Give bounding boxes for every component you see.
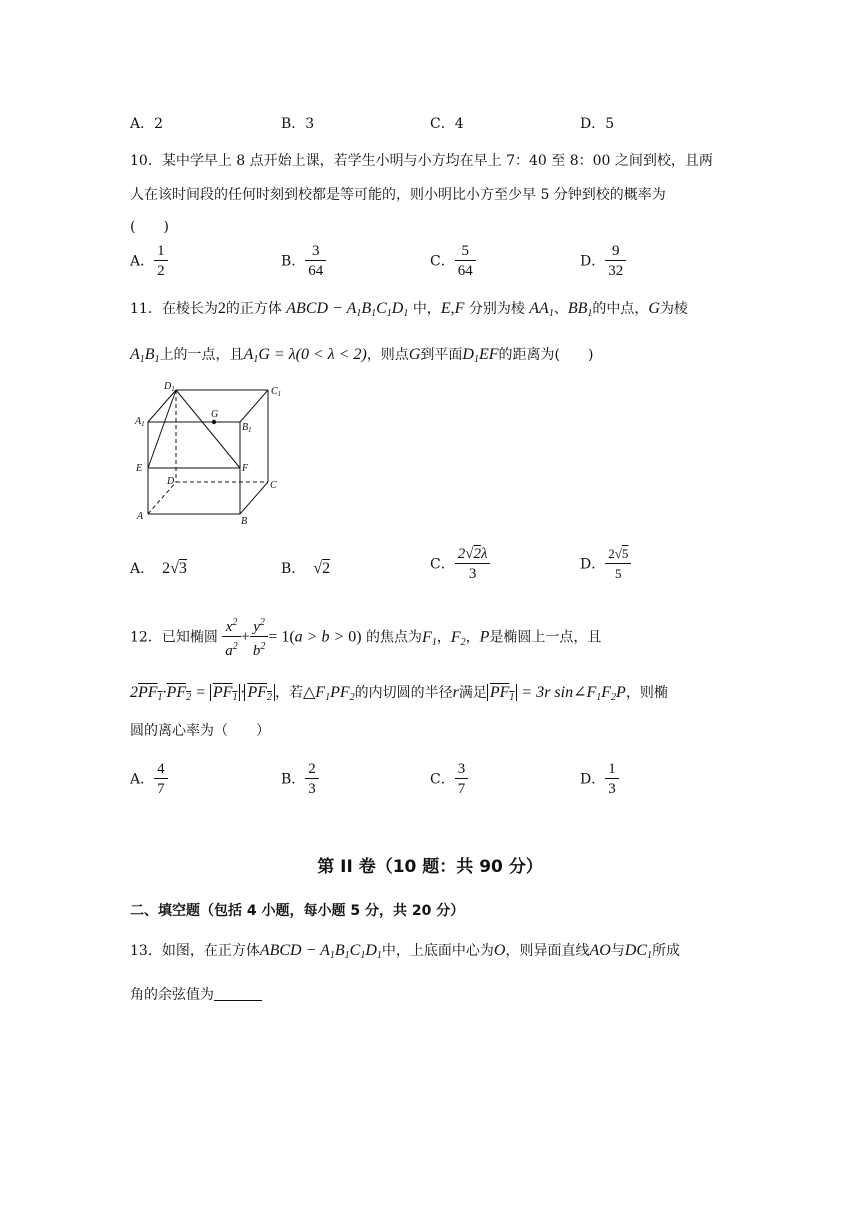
option-letter: A． — [130, 253, 155, 270]
q12-line-2 — [130, 682, 668, 703]
option-letter: B． — [281, 771, 306, 788]
text: ，则点 — [366, 347, 409, 363]
math-f2: $F_2$ — [450, 628, 466, 648]
fraction — [455, 545, 491, 584]
math-p: P — [479, 628, 490, 646]
section-subtitle: 二、填空题（包括 4 小题，每小题 5 分，共 20 分） — [130, 903, 465, 919]
label-g: G — [211, 409, 219, 420]
option-letter: A． — [130, 116, 155, 132]
text: 所成 — [652, 943, 681, 959]
option-letter: D． — [580, 116, 606, 132]
denominator: 7 — [457, 781, 466, 797]
math-g: G — [648, 300, 660, 317]
text: 是椭圆上一点，且 — [489, 629, 602, 646]
text: 13．如图，在正方体 — [130, 943, 260, 959]
q9-option-a — [130, 113, 163, 133]
option-text: 5 — [605, 116, 615, 132]
text: 满足 — [458, 685, 487, 701]
text: 的中点， — [592, 301, 649, 317]
option-letter: C． — [430, 116, 455, 132]
math: F — [454, 300, 465, 317]
denominator: 7 — [157, 781, 165, 797]
denominator: 2 — [157, 263, 165, 279]
fraction — [605, 545, 631, 584]
q12-option-c — [430, 760, 468, 799]
q12-option-b — [281, 760, 319, 799]
option-letter: A． — [130, 771, 155, 788]
option-letter: B． — [281, 116, 306, 132]
math-o: O — [493, 942, 506, 959]
fraction — [154, 760, 168, 799]
label-d1: $D_1$ — [164, 381, 175, 393]
q11-line-1: 11．在棱长为2的正方体 ABCD − $A_1B_1C_1D_1$ 中，E,F 分别为棱 $AA_1$、$BB_1$的中点，G为棱 — [130, 300, 688, 319]
denominator: 64 — [457, 263, 473, 279]
denominator: 64 — [308, 263, 324, 279]
option-math: 2√3 — [162, 560, 187, 577]
fraction — [305, 760, 319, 799]
q11-option-d — [580, 545, 631, 584]
numerator: 2√5 — [605, 545, 631, 564]
text: 、 — [553, 301, 568, 317]
denominator: 3 — [468, 566, 477, 582]
text: ，则椭 — [625, 685, 668, 701]
option-letter: A． — [130, 561, 155, 577]
option-math: √2 — [313, 560, 331, 577]
option-letter: B． — [281, 561, 306, 577]
text: 角的余弦值为 — [130, 987, 214, 1003]
math-triangle: $\triangle F_1PF_2$ — [302, 684, 355, 703]
label-c1: $C_1$ — [271, 386, 282, 398]
fraction-y2b2: $\frac{y^2}{b^2}$ — [250, 614, 269, 661]
numerator: 9 — [605, 242, 626, 261]
fraction — [455, 760, 469, 799]
text: 到平面 — [420, 347, 463, 363]
math-g: G — [408, 346, 421, 363]
option-letter: D． — [580, 253, 606, 270]
q12-option-a — [130, 760, 168, 799]
option-text: 4 — [454, 116, 464, 132]
option-letter: C． — [430, 771, 455, 788]
q10-option-c — [430, 242, 476, 281]
math-f1: $F_1$ — [422, 628, 437, 648]
text: 11．在棱长为 — [130, 301, 218, 317]
math-vector-eq: $2PF_1\cdot PF_2 = PF_1 \cdot PF_2$ — [130, 684, 275, 701]
fraction — [605, 760, 619, 799]
math-a1b1: $A_1B_1$ — [130, 346, 160, 365]
fraction — [305, 242, 326, 281]
label-a1: $A_1$ — [135, 416, 145, 428]
math-aa1: $AA_1$ — [529, 300, 554, 319]
math-bb1: $BB_1$ — [567, 300, 593, 319]
q11-line-2 — [130, 344, 593, 365]
text: 中，上底面中心为 — [381, 943, 494, 959]
option-letter: D． — [580, 556, 606, 573]
section-title: 第 II 卷（10 题：共 90 分） — [317, 857, 543, 877]
numerator: 2√2λ — [455, 545, 491, 564]
text: 的焦点为 — [366, 629, 423, 646]
text: 的内切圆的半径 — [354, 685, 453, 701]
q9-option-b — [281, 113, 314, 133]
numerator: 3 — [305, 242, 326, 261]
text: 为棱 — [659, 301, 688, 317]
text: 与 — [610, 943, 625, 959]
math-condition: $PF_1 = 3r$ $\sin\angle F_1F_2P$ — [487, 684, 626, 701]
q9-option-d — [580, 113, 614, 133]
label-b1: $B_1$ — [242, 422, 252, 434]
math-cube-name: ABCD − $A_1B_1C_1D_1$ — [259, 942, 382, 961]
numerator: 2 — [305, 760, 319, 779]
math-ef: E — [440, 300, 451, 317]
numerator: 3 — [455, 760, 469, 779]
label-e: E — [136, 463, 143, 474]
label-a: A — [137, 511, 144, 522]
text: 的正方体 — [225, 301, 282, 317]
text: 上的一点，且 — [159, 347, 244, 363]
denominator: 32 — [608, 263, 624, 279]
label-c: C — [270, 480, 277, 491]
q13-line-2 — [130, 984, 262, 1004]
answer-blank[interactable] — [214, 986, 262, 1001]
option-text: 2 — [154, 116, 164, 132]
q10-line-2: 人在该时间段的任何时刻到校都是等可能的，则小明比小方至少早 5 分钟到校的概率为 — [130, 187, 666, 203]
option-letter: C． — [430, 253, 455, 270]
q10-option-a — [130, 242, 168, 281]
numerator: 1 — [605, 760, 619, 779]
q10-line-1: 10．某中学早上 8 点开始上课，若学生小明与小方均在早上 7：40 至 8：00 之间到校，且两 — [130, 153, 713, 169]
denominator: 3 — [308, 781, 316, 797]
text: ，则异面直线 — [505, 943, 590, 959]
math-condition: $A_1G = \lambda(0 < \lambda < 2)$ — [243, 346, 367, 365]
text: 的距离为( ) — [498, 347, 594, 363]
fraction — [455, 242, 476, 281]
text: 分别为棱 — [468, 301, 525, 317]
q11-option-b — [281, 558, 330, 578]
q10-line-3: ( ) — [130, 219, 169, 235]
q11-option-c — [430, 545, 490, 584]
math-dc1: $DC_1$ — [624, 942, 653, 961]
text: ， — [436, 629, 451, 646]
fraction — [605, 242, 626, 281]
denominator: 3 — [608, 781, 616, 797]
denominator: 5 — [615, 566, 622, 581]
option-text: 3 — [305, 116, 315, 132]
fraction — [154, 242, 168, 281]
math-ao: AO — [589, 942, 611, 959]
numerator: 4 — [154, 760, 168, 779]
text: 12．已知椭圆 — [130, 629, 218, 646]
q10-option-b — [281, 242, 326, 281]
q12-option-d — [580, 760, 619, 799]
option-letter: B． — [281, 253, 306, 270]
numerator: 1 — [154, 242, 168, 261]
numerator: 5 — [455, 242, 476, 261]
math-cube-name: ABCD − $A_1B_1C_1D_1$ — [286, 300, 409, 319]
q13-line-1 — [130, 940, 680, 961]
math-r: r — [452, 684, 459, 701]
q11-option-a — [130, 558, 187, 578]
text: ， — [465, 629, 480, 646]
label-b: B — [241, 516, 248, 524]
math-plane: $D_1EF$ — [462, 346, 499, 365]
text: 中， — [412, 301, 441, 317]
q9-option-c — [430, 113, 464, 133]
math: 2 — [217, 300, 226, 317]
cube-figure — [128, 378, 290, 524]
fraction-x2a2: $\frac{x^2}{a^2}$ — [222, 614, 241, 661]
q12-line-3: 圆的离心率为（ ） — [130, 723, 270, 739]
option-letter: C． — [430, 556, 455, 573]
text: ，若 — [274, 685, 303, 701]
label-d: D — [167, 476, 175, 487]
q12-line-1: 12．已知椭圆 $\frac{x^2}{a^2}$ + $\frac{y^2}{b^2}$ = 1(a > b > 0) 的焦点为$F_1$，$F_2$，P是椭圆上一点，且 — [130, 614, 601, 661]
label-f: F — [242, 463, 249, 474]
option-letter: D． — [580, 771, 606, 788]
q10-option-d — [580, 242, 626, 281]
